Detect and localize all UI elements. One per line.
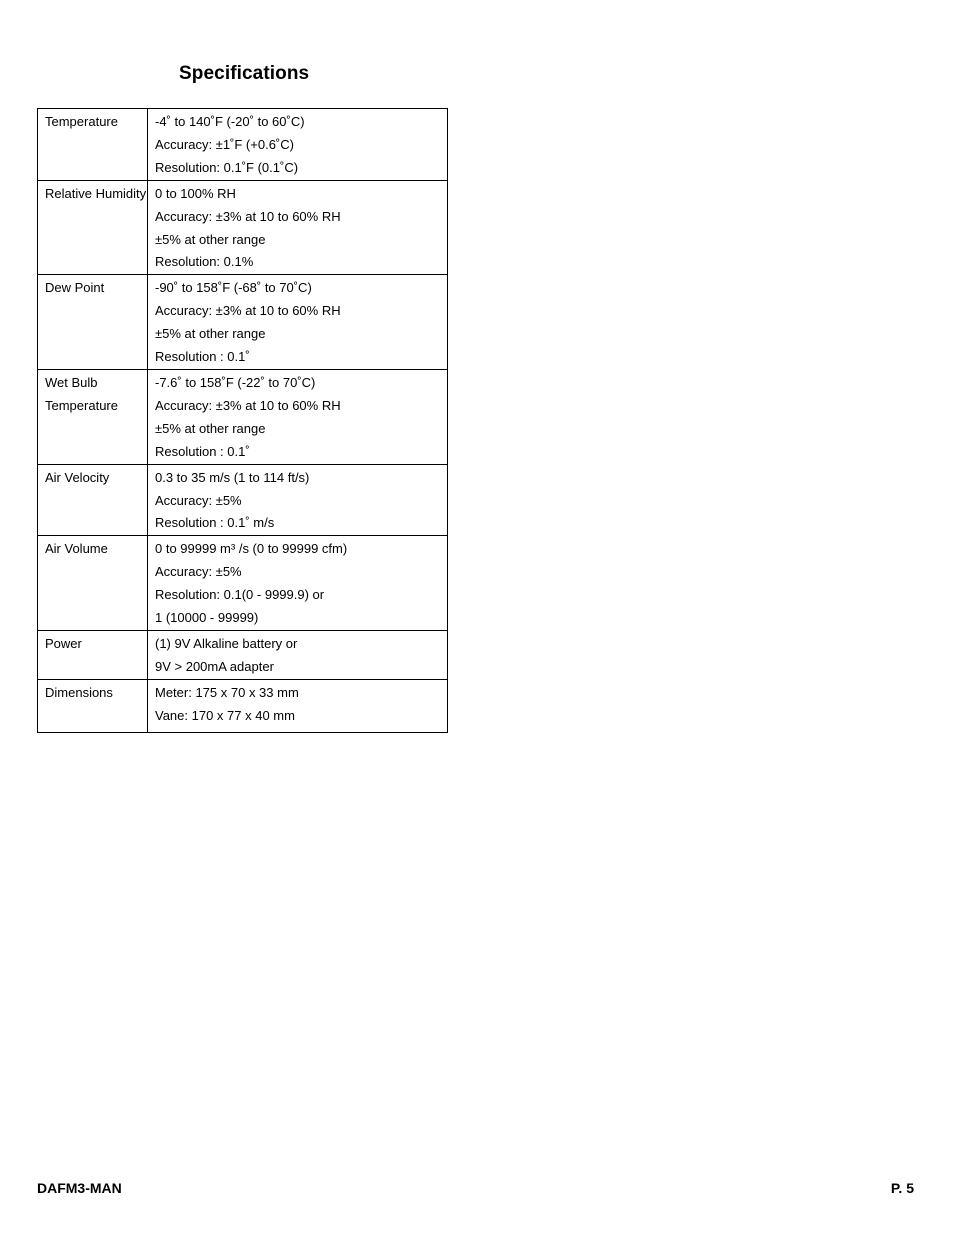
spec-label: Temperature [45, 114, 118, 129]
spec-row [38, 464, 448, 536]
spec-value-cell [148, 536, 448, 631]
spec-row [38, 536, 448, 631]
spec-value-line: (1) 9V Alkaline battery or [155, 635, 298, 651]
spec-value-cell [148, 464, 448, 536]
spec-value-line: 1 (10000 - 99999) [155, 610, 259, 626]
spec-row [38, 679, 448, 732]
page-title: Specifications [179, 63, 310, 84]
spec-value-line: Accuracy: ±5% [155, 564, 242, 580]
spec-label: Dimensions [45, 684, 113, 700]
specifications-table [37, 108, 448, 733]
spec-label-cell [38, 369, 148, 464]
spec-label: Power [45, 635, 82, 651]
spec-value-line: Resolution: 0.1(0 - 9999.9) or [155, 587, 325, 603]
spec-row [38, 630, 448, 679]
spec-label-cell [38, 109, 148, 181]
spec-value-line: Meter: 175 x 70 x 33 mm [155, 684, 299, 700]
spec-label-cell [38, 275, 148, 370]
spec-label: Air Volume [45, 541, 108, 557]
spec-row [38, 369, 448, 464]
spec-value-line: 0.3 to 35 m/s (1 to 114 ft/s) [155, 469, 310, 485]
spec-value-line: Resolution : 0.1˚ [155, 349, 250, 365]
spec-value-line: 0 to 99999 m³ /s (0 to 99999 cfm) [155, 541, 348, 557]
spec-value-line: Resolution : 0.1˚ [155, 443, 250, 459]
page-number: P. 5 [890, 1180, 914, 1196]
spec-label: Temperature [45, 397, 118, 413]
spec-value-cell [148, 679, 448, 732]
spec-value-line: 9V > 200mA adapter [155, 658, 274, 674]
spec-value-cell [148, 275, 448, 370]
spec-value-line: ±5% at other range [155, 420, 266, 436]
spec-value-line: Accuracy: ±5% [155, 492, 242, 508]
spec-label: Air Velocity [45, 469, 110, 485]
spec-value-cell [148, 630, 448, 679]
spec-value-line: -90˚ to 158˚F (-68˚ to 70˚C) [155, 280, 312, 296]
spec-value-cell [148, 109, 448, 181]
spec-value-cell [148, 369, 448, 464]
spec-label-cell [38, 180, 148, 275]
spec-value-line: Vane: 170 x 77 x 40 mm [155, 707, 295, 723]
spec-value-line: Accuracy: ±3% at 10 to 60% RH [155, 208, 341, 224]
spec-label-cell [38, 464, 148, 536]
spec-value-line: Accuracy: ±1˚F (+0.6˚C) [155, 136, 294, 152]
spec-value-line: ±5% at other range [155, 326, 266, 342]
spec-value-cell [148, 180, 448, 275]
spec-label-cell [38, 536, 148, 631]
spec-label: Relative Humidity [45, 185, 147, 201]
spec-value-line: Resolution : 0.1˚ m/s [155, 515, 275, 531]
spec-value-line: -4˚ to 140˚F (-20˚ to 60˚C) [155, 114, 305, 129]
spec-value-line: Accuracy: ±3% at 10 to 60% RH [155, 397, 341, 413]
spec-label: Dew Point [45, 280, 105, 296]
spec-label-cell [38, 679, 148, 732]
document-id: DAFM3-MAN [37, 1180, 122, 1196]
spec-label-cell [38, 630, 148, 679]
spec-value-line: Accuracy: ±3% at 10 to 60% RH [155, 303, 341, 319]
specifications-table-body [38, 109, 448, 733]
spec-label: Wet Bulb [45, 374, 98, 390]
spec-value-line: Resolution: 0.1˚F (0.1˚C) [155, 159, 299, 175]
spec-row [38, 180, 448, 275]
spec-value-line: 0 to 100% RH [155, 185, 236, 201]
spec-value-line: ±5% at other range [155, 231, 266, 247]
spec-row [38, 275, 448, 370]
spec-row [38, 109, 448, 181]
spec-value-line: Resolution: 0.1% [155, 254, 254, 270]
spec-value-line: -7.6˚ to 158˚F (-22˚ to 70˚C) [155, 374, 316, 390]
